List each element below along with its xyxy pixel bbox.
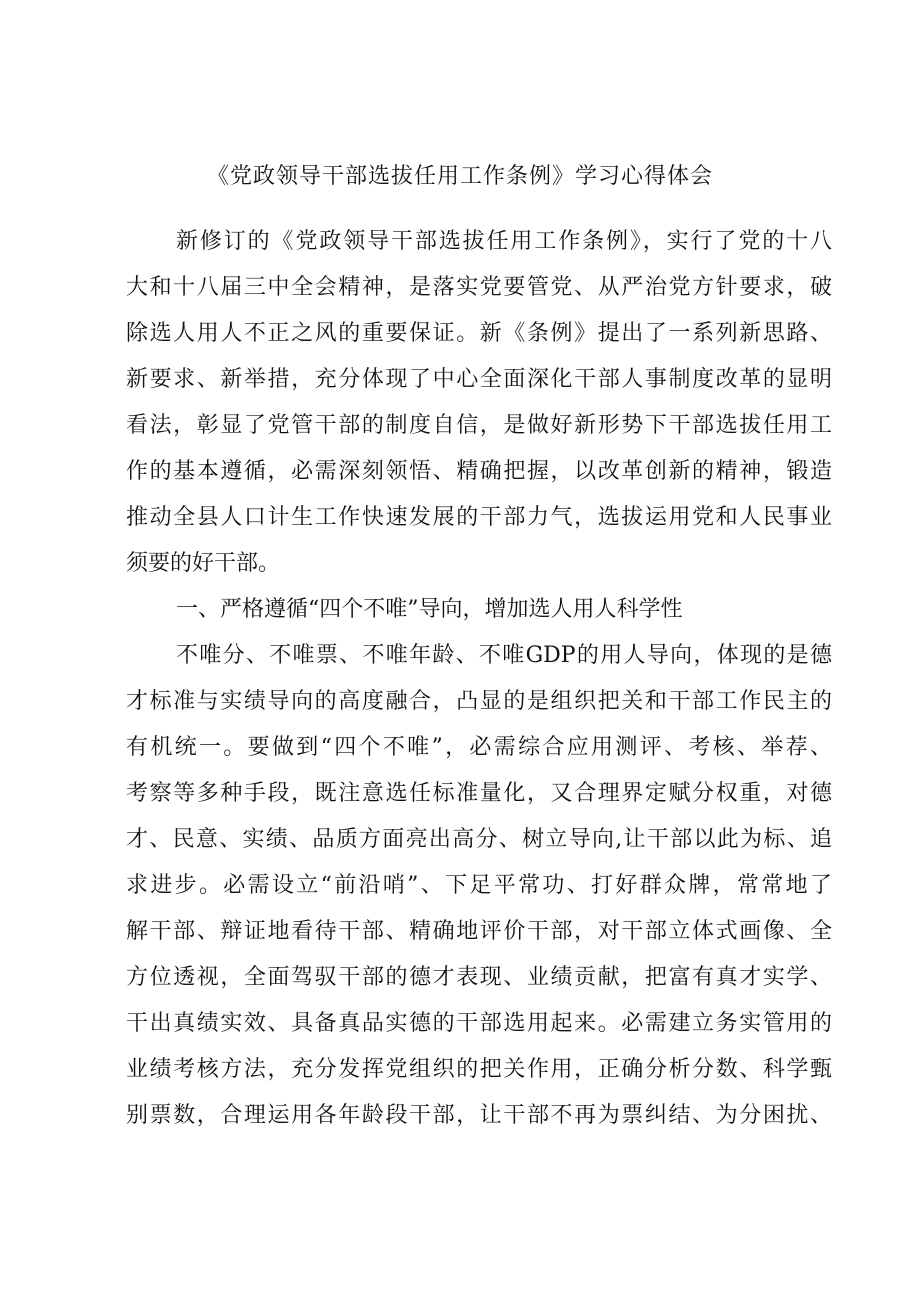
- paragraph-line: 求进步。必需设立“前沿哨”、下足平常功、打好群众牌，常常地了: [126, 873, 832, 898]
- paragraph-line: 解干部、辩证地看待干部、精确地评价干部，对干部立体式画像、全: [126, 919, 832, 944]
- paragraph-line: 推动全县人口计生工作快速发展的干部力气，选拔运用党和人民事业: [126, 505, 832, 530]
- paragraph-line: 才标准与实绩导向的高度融合，凸显的是组织把关和干部工作民主的: [126, 689, 832, 714]
- paragraph-line: 干出真绩实效、具备真品实德的干部选用起来。必需建立务实管用的: [126, 1011, 832, 1036]
- paragraph-line: 考察等多种手段，既注意选任标准量化，又合理界定赋分权重，对德: [126, 781, 832, 806]
- paragraph-line: 新要求、新举措，充分体现了中心全面深化干部人事制度改革的显明: [126, 367, 832, 392]
- paragraph-line: 新修订的《党政领导干部选拔任用工作条例》，实行了党的十八: [176, 229, 832, 254]
- paragraph-line: 看法，彰显了党管干部的制度自信，是做好新形势下干部选拔任用工: [126, 413, 832, 438]
- document-body: [126, 219, 832, 1139]
- paragraph-line: 方位透视，全面驾驭干部的德才表现、业绩贡献，把富有真才实学、: [126, 965, 832, 990]
- paragraph-line: 才、民意、实绩、品质方面亮出高分、树立导向,让干部以此为标、追: [126, 827, 832, 852]
- section-heading: 一、严格遵循“四个不唯”导向，增加选人用人科学性: [176, 597, 683, 622]
- paragraph-line: 不唯分、不唯票、不唯年龄、不唯GDP的用人导向，体现的是德: [176, 643, 832, 668]
- paragraph-line: 业绩考核方法，充分发挥党组织的把关作用，正确分析分数、科学甄: [126, 1057, 832, 1082]
- paragraph-line: 别票数，合理运用各年龄段干部，让干部不再为票纠结、为分困扰、: [126, 1103, 832, 1128]
- paragraph-line: 须要的好干部。: [126, 551, 281, 576]
- paragraph-line: 作的基本遵循，必需深刻领悟、精确把握，以改革创新的精神，锻造: [126, 459, 832, 484]
- paragraph-line: 大和十八届三中全会精神，是落实党要管党、从严治党方针要求，破: [126, 275, 832, 300]
- document-title: 《党政领导干部选拔任用工作条例》学习心得体会: [206, 164, 713, 189]
- paragraph-line: 除选人用人不正之风的重要保证。新《条例》提出了一系列新思路、: [126, 321, 832, 346]
- paragraph-line: 有机统一。要做到“四个不唯”，必需综合应用测评、考核、举荐、: [126, 735, 832, 760]
